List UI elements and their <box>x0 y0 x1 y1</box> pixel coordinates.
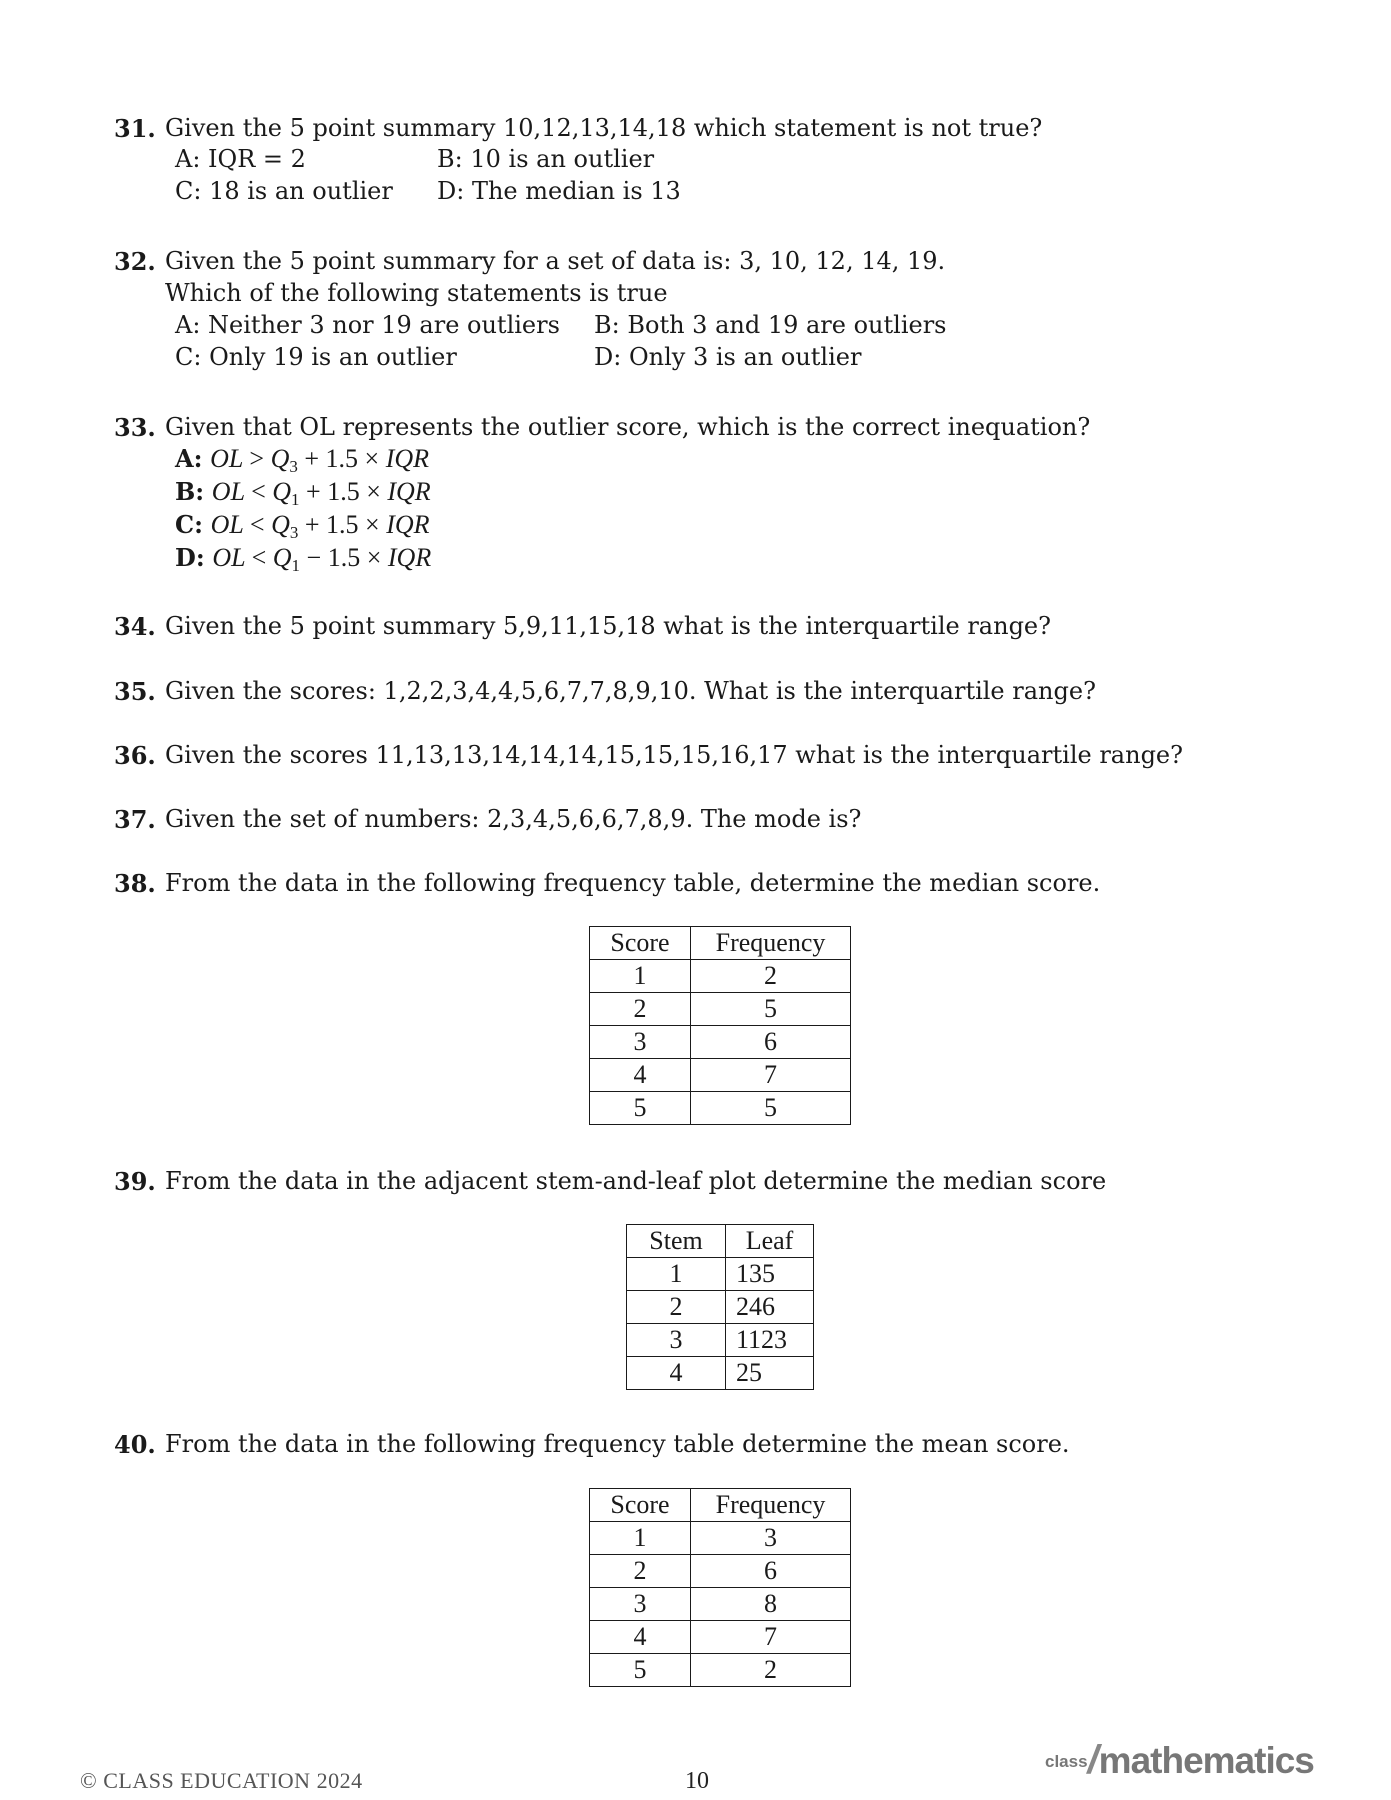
option-d: D: Only 3 is an outlier <box>594 343 862 371</box>
table-row <box>590 1588 851 1621</box>
header-stem: Stem <box>627 1225 726 1258</box>
score-cell: 2 <box>590 1555 691 1588</box>
stem-cell: 4 <box>627 1357 726 1390</box>
header-frequency: Frequency <box>691 927 851 960</box>
stem-cell: 1 <box>627 1258 726 1291</box>
question-text: From the data in the adjacent stem-and-leaf plot determine the median score <box>165 1167 1107 1195</box>
leaf-cell: 1123 <box>726 1324 814 1357</box>
table-row <box>590 1654 851 1687</box>
option-a: A: Neither 3 nor 19 are outliers <box>175 311 560 339</box>
frequency-cell: 6 <box>691 1555 851 1588</box>
option-b: B: OL < $Q_1 + 1.5$ × IQR <box>175 477 431 509</box>
table-row <box>590 1555 851 1588</box>
table-row <box>627 1357 814 1390</box>
question-text: Given the set of numbers: 2,3,4,5,6,6,7,8,9. The mode is? <box>165 805 862 833</box>
logo-slash-icon: / <box>1087 1738 1099 1782</box>
leaf-cell: 246 <box>726 1291 814 1324</box>
option-d: D: OL < $Q_1 - 1.5$ × IQR <box>175 543 432 575</box>
table-row <box>590 1092 851 1125</box>
score-cell: 5 <box>590 1092 691 1125</box>
question-number: 35. <box>114 677 156 706</box>
question-number: 39. <box>114 1167 156 1196</box>
table-row <box>627 1324 814 1357</box>
header-leaf: Leaf <box>726 1225 814 1258</box>
option-a: A: OL > $Q_3 + 1.5$ × IQR <box>175 444 430 476</box>
score-cell: 4 <box>590 1621 691 1654</box>
frequency-table-q40 <box>589 1488 851 1687</box>
score-cell: 3 <box>590 1588 691 1621</box>
frequency-cell: 5 <box>691 993 851 1026</box>
stem-cell: 3 <box>627 1324 726 1357</box>
option-b: B: 10 is an outlier <box>437 145 655 173</box>
question-number: 36. <box>114 741 156 770</box>
table-row <box>627 1258 814 1291</box>
option-d: D: The median is 13 <box>437 177 681 205</box>
frequency-cell: 5 <box>691 1092 851 1125</box>
header-score: Score <box>590 1489 691 1522</box>
leaf-cell: 135 <box>726 1258 814 1291</box>
question-number: 37. <box>114 805 156 834</box>
page-number: 10 <box>685 1768 709 1794</box>
question-number: 34. <box>114 612 156 641</box>
score-cell: 3 <box>590 1026 691 1059</box>
score-cell: 4 <box>590 1059 691 1092</box>
copyright-notice: © CLASS EDUCATION 2024 <box>80 1768 363 1793</box>
question-number: 38. <box>114 869 156 898</box>
question-text: From the data in the following frequency table determine the mean score. <box>165 1430 1070 1458</box>
option-a: A: IQR = 2 <box>175 145 306 173</box>
frequency-cell: 8 <box>691 1588 851 1621</box>
class-mathematics-logo <box>1045 1738 1314 1783</box>
question-number: 31. <box>114 114 156 143</box>
score-cell: 5 <box>590 1654 691 1687</box>
question-text: From the data in the following frequency table, determine the median score. <box>165 869 1101 897</box>
option-c: C: OL < $Q_3 + 1.5$ × IQR <box>175 510 430 542</box>
table-header-row <box>627 1225 814 1258</box>
question-text: Given the 5 point summary 5,9,11,15,18 what is the interquartile range? <box>165 612 1051 640</box>
table-header-row <box>590 1489 851 1522</box>
leaf-cell: 25 <box>726 1357 814 1390</box>
question-text-line-2: Which of the following statements is true <box>165 279 668 307</box>
header-score: Score <box>590 927 691 960</box>
table-header-row <box>590 927 851 960</box>
table-row <box>590 1059 851 1092</box>
stem-leaf-table-q39 <box>626 1224 814 1390</box>
score-cell: 2 <box>590 993 691 1026</box>
table-row <box>590 993 851 1026</box>
frequency-cell: 3 <box>691 1522 851 1555</box>
score-cell: 1 <box>590 1522 691 1555</box>
question-number: 33. <box>114 413 156 442</box>
table-row <box>590 960 851 993</box>
option-c: C: 18 is an outlier <box>175 177 393 205</box>
frequency-cell: 6 <box>691 1026 851 1059</box>
frequency-cell: 2 <box>691 1654 851 1687</box>
table-row <box>590 1026 851 1059</box>
table-row <box>590 1522 851 1555</box>
question-number: 32. <box>114 247 156 276</box>
frequency-cell: 7 <box>691 1059 851 1092</box>
option-b: B: Both 3 and 19 are outliers <box>594 311 947 339</box>
stem-cell: 2 <box>627 1291 726 1324</box>
frequency-table-q38 <box>589 926 851 1125</box>
header-frequency: Frequency <box>691 1489 851 1522</box>
question-number: 40. <box>114 1430 156 1459</box>
table-row <box>590 1621 851 1654</box>
question-text: Given the scores: 1,2,2,3,4,4,5,6,7,7,8,9,10. What is the interquartile range? <box>165 677 1096 705</box>
option-c: C: Only 19 is an outlier <box>175 343 457 371</box>
score-cell: 1 <box>590 960 691 993</box>
question-text: Given that OL represents the outlier score, which is the correct inequation? <box>165 413 1091 441</box>
logo-small-text: class <box>1045 1752 1088 1771</box>
frequency-cell: 2 <box>691 960 851 993</box>
question-text: Given the 5 point summary for a set of data is: 3, 10, 12, 14, 19. <box>165 247 946 275</box>
question-text: Given the scores 11,13,13,14,14,14,15,15,15,16,17 what is the interquartile range? <box>165 741 1183 769</box>
frequency-cell: 7 <box>691 1621 851 1654</box>
table-row <box>627 1291 814 1324</box>
logo-big-text: mathematics <box>1098 1740 1314 1781</box>
question-text: Given the 5 point summary 10,12,13,14,18 which statement is not true? <box>165 114 1043 142</box>
